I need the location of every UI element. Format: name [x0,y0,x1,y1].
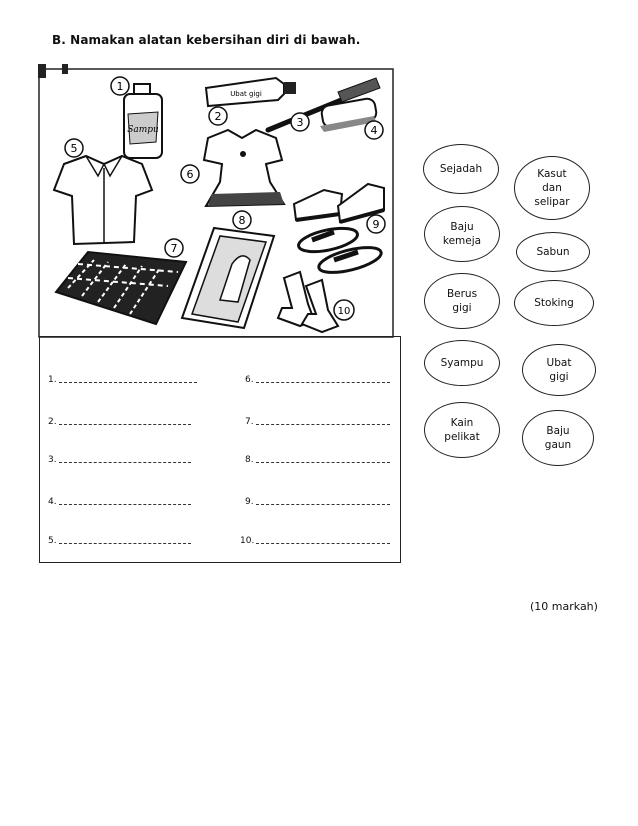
answer-line-1[interactable] [48,375,197,385]
answer-line-7[interactable] [245,417,390,427]
word-ubat-gigi[interactable]: Ubat gigi [522,344,596,396]
word-sabun[interactable]: Sabun [516,232,590,272]
item-number-9: 9 [372,218,380,231]
section-title: B. Namakan alatan kebersihan diri di bawah. [52,33,361,47]
word-berus-gigi[interactable]: Berus gigi [424,273,500,329]
answer-number: 7. [245,417,254,427]
item-number-8: 8 [238,214,246,227]
answer-number: 3. [48,455,57,465]
answer-number: 4. [48,497,57,507]
answer-line-8[interactable] [245,455,390,465]
answer-line-6[interactable] [245,375,390,385]
answer-number: 1. [48,375,57,385]
item-number-10: 10 [337,306,351,317]
answer-line-10[interactable] [240,536,390,546]
answer-line-5[interactable] [48,536,191,546]
item-number-7: 7 [170,242,178,255]
answer-number: 2. [48,417,57,427]
item-number-6: 6 [186,168,194,181]
word-baju-gaun[interactable]: Baju gaun [522,410,594,466]
answer-number: 5. [48,536,57,546]
answer-line-3[interactable] [48,455,191,465]
item-number-2: 2 [214,110,222,123]
word-sejadah[interactable]: Sejadah [423,144,499,194]
word-baju-kemeja[interactable]: Baju kemeja [424,206,500,262]
answer-line-2[interactable] [48,417,191,427]
answer-line-9[interactable] [245,497,390,507]
answer-box [39,336,401,563]
answer-number: 10. [240,536,255,546]
answer-number: 6. [245,375,254,385]
word-syampu[interactable]: Syampu [424,340,500,386]
shampoo-bottle-icon [124,84,162,158]
item-number-1: 1 [116,80,124,93]
bottle-label: Sampu [127,125,159,135]
item-number-3: 3 [296,116,304,129]
word-stoking[interactable]: Stoking [514,280,594,326]
item-number-4: 4 [370,124,378,137]
hygiene-items-illustration [38,64,394,338]
tube-label: Ubat gigi [230,90,262,98]
word-kasut-dan-selipar[interactable]: Kasut dan selipar [514,156,590,220]
item-number-5: 5 [70,142,78,155]
marks-label: (10 markah) [530,600,598,613]
answer-number: 8. [245,455,254,465]
answer-number: 9. [245,497,254,507]
answer-line-4[interactable] [48,497,191,507]
word-kain-pelikat[interactable]: Kain pelikat [424,402,500,458]
